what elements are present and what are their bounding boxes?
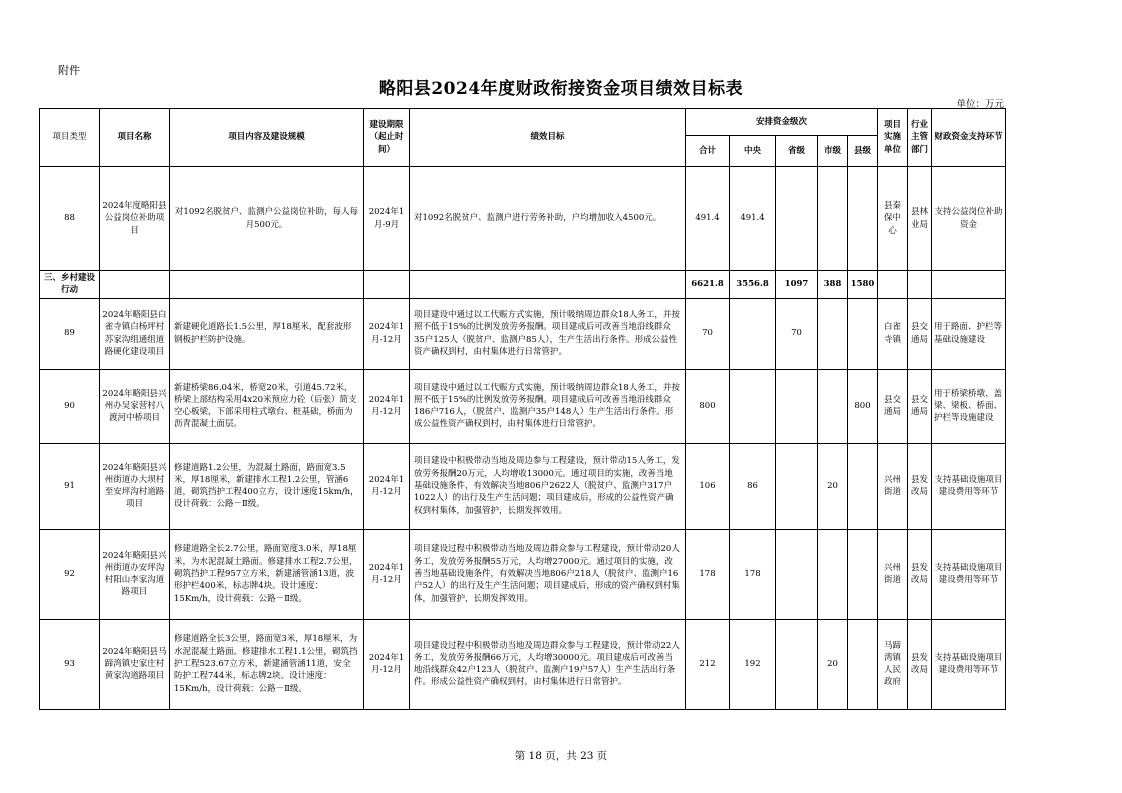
row-county: 800 (848, 369, 878, 443)
table-row (40, 298, 1006, 369)
row-central: 178 (730, 529, 776, 619)
section-label: 三、乡村建设行动 (40, 271, 100, 299)
row-no: 91 (40, 443, 100, 529)
header-county: 县级 (848, 136, 878, 167)
table-row (40, 167, 1006, 271)
row-name: 2024年度略阳县公益岗位补助项目 (100, 167, 170, 271)
row-dept: 县发改局 (908, 619, 932, 709)
unit-label: 单位：万元 (956, 99, 1004, 110)
row-goal: 项目建设中通过以工代赈方式实施，预计吸纳周边群众18人务工，并按照不低于15%的比例发放劳务报酬。项目建成后可改善当地沿线群众186户716人，（脱贫户、监测户35户148人）生产生活出行条件。形成公益性资产确权到村，由村集体进行日常管护。 (410, 369, 686, 443)
row-province (776, 369, 818, 443)
row-goal: 项目建设过程中积极带动当地及周边群众参与工程建设，预计带动22人务工，发放劳务报酬66万元，人均增30000元。项目建成后可改善当地沿线群众42户123人（脱贫户、监测户19户57人）生产生活出行条件。形成公益性资产确权到村，由村集体进行日常管护。 (410, 619, 686, 709)
header-total: 合计 (686, 136, 730, 167)
section-province: 1097 (776, 271, 818, 299)
row-county (848, 529, 878, 619)
row-province (776, 167, 818, 271)
page-footer: 第 18 页，共 23 页 (514, 750, 608, 762)
page-title: 略阳县2024年度财政衔接资金项目绩效目标表 (378, 79, 744, 99)
row-dept: 县发改局 (908, 529, 932, 619)
row-dept: 县交通局 (908, 298, 932, 369)
row-county (848, 298, 878, 369)
row-central: 491.4 (730, 167, 776, 271)
row-no: 92 (40, 529, 100, 619)
section-county: 1580 (848, 271, 878, 299)
row-city (818, 529, 848, 619)
row-goal: 对1092名脱贫户、监测户进行劳务补助，户均增加收入4500元。 (410, 167, 686, 271)
table-row (40, 443, 1006, 529)
table-row (40, 369, 1006, 443)
section-city: 388 (818, 271, 848, 299)
row-link: 用于桥梁桥墩、盖梁、梁板、桥面、护栏等设施建设 (932, 369, 1006, 443)
section-row (40, 271, 1006, 299)
row-content: 新建硬化道路长1.5公里，厚18厘米，配套波形钢板护栏防护设施。 (170, 298, 364, 369)
header-city: 市级 (818, 136, 848, 167)
row-unit: 白雀寺镇 (878, 298, 908, 369)
header-province: 省级 (776, 136, 818, 167)
row-period: 2024年1月-12月 (364, 619, 410, 709)
row-province (776, 443, 818, 529)
row-period: 2024年1月-12月 (364, 443, 410, 529)
row-content: 新建桥梁86.04米，桥宽20米，引道45.72米，桥梁上部结构采用4x20米预应力砼（后张）简支空心板梁，下部采用柱式墩台、桩基础，桥面为沥青混凝土面层。 (170, 369, 364, 443)
header-funds: 安排资金级次 (686, 109, 878, 136)
row-goal: 项目建设中积极带动当地及周边参与工程建设，预计带动15人务工，发放劳务报酬20万元，人均增收13000元。通过项目的实施，改善当地基础设施条件，有效解决当地806户2622人（脱贫户、监测户317户1022人）的出行及生产生活问题；项目建成后，形成的公益性资产确权到村集体，加强管护，长期发挥效用。 (410, 443, 686, 529)
header-content: 项目内容及建设规模 (170, 109, 364, 167)
header-link: 财政资金支持环节 (932, 109, 1006, 167)
row-city (818, 167, 848, 271)
header-unit: 项目实施单位 (878, 109, 908, 167)
row-unit: 马蹄湾镇人民政府 (878, 619, 908, 709)
row-total: 70 (686, 298, 730, 369)
row-central: 192 (730, 619, 776, 709)
table-row (40, 619, 1006, 709)
row-unit: 县秦保中心 (878, 167, 908, 271)
row-link: 支持公益岗位补助资金 (932, 167, 1006, 271)
row-link: 支持基础设施项目建设费用等环节 (932, 443, 1006, 529)
row-period: 2024年1月-12月 (364, 298, 410, 369)
row-central (730, 298, 776, 369)
row-period: 2024年1月-9月 (364, 167, 410, 271)
row-content: 修建道路1.2公里，为混凝土路面，路面宽3.5米，厚18厘米，新建排水工程1.2公里，管涵6道，砌筑挡护工程400立方，设计速度15km/h，设计荷载：公路－Ⅱ级。 (170, 443, 364, 529)
row-name: 2024年略阳县白雀寺镇白杨坪村苏家沟组通组道路硬化建设项目 (100, 298, 170, 369)
header-central: 中央 (730, 136, 776, 167)
row-city (818, 298, 848, 369)
header-type: 项目类型 (40, 109, 100, 167)
row-no: 88 (40, 167, 100, 271)
row-name: 2024年略阳县马蹄湾镇史家庄村黄家沟道路项目 (100, 619, 170, 709)
row-period: 2024年1月-12月 (364, 369, 410, 443)
row-province (776, 619, 818, 709)
row-city: 20 (818, 619, 848, 709)
row-content: 修建道路全长3公里，路面宽3米，厚18厘米，为水泥混凝土路面。修建排水工程1.1公里，砌筑挡护工程523.67立方米，新建涵管涵11道，安全防护工程744米，标志牌2块。设计速度：15Km/h，设计荷载：公路－Ⅱ级。 (170, 619, 364, 709)
performance-table (39, 108, 1006, 710)
section-total: 6621.8 (686, 271, 730, 299)
row-period: 2024年1月-12月 (364, 529, 410, 619)
header-period: 建设期限（起止时间） (364, 109, 410, 167)
row-link: 用于路面、护栏等基础设施建设 (932, 298, 1006, 369)
row-county (848, 443, 878, 529)
row-name: 2024年略阳县兴州街道办安坪沟村阳山李家沟道路项目 (100, 529, 170, 619)
header-goal: 绩效目标 (410, 109, 686, 167)
row-province (776, 529, 818, 619)
row-province: 70 (776, 298, 818, 369)
annex-label: 附件 (58, 64, 80, 77)
row-content: 对1092名脱贫户、监测户公益岗位补助，每人每月500元。 (170, 167, 364, 271)
row-link: 支持基础设施项目建设费用等环节 (932, 619, 1006, 709)
row-unit: 兴州街道 (878, 529, 908, 619)
row-central: 86 (730, 443, 776, 529)
row-total: 178 (686, 529, 730, 619)
row-county (848, 619, 878, 709)
row-total: 491.4 (686, 167, 730, 271)
row-total: 106 (686, 443, 730, 529)
row-dept: 县交通局 (908, 369, 932, 443)
section-central: 3556.8 (730, 271, 776, 299)
row-city (818, 369, 848, 443)
row-no: 93 (40, 619, 100, 709)
row-total: 800 (686, 369, 730, 443)
row-central (730, 369, 776, 443)
row-goal: 项目建设中通过以工代赈方式实施，预计吸纳周边群众18人务工，并按照不低于15%的比例发放劳务报酬。项目建成后可改善当地沿线群众35户125人（脱贫户、监测户85人），生产生活出行条件。形成公益性资产确权到村，由村集体进行日常管护。 (410, 298, 686, 369)
row-no: 89 (40, 298, 100, 369)
row-dept: 县林业局 (908, 167, 932, 271)
row-goal: 项目建设过程中积极带动当地及周边群众参与工程建设，预计带动20人务工，发放劳务报酬55万元，人均增27000元。通过项目的实施，改善当地基础设施条件，有效解决当地806户218人（脱贫户、监测户16户52人）的出行及生产生活问题；项目建成后，形成的资产确权到村集体，加强管护，长期发挥效用。 (410, 529, 686, 619)
header-name: 项目名称 (100, 109, 170, 167)
row-name: 2024年略阳县兴州街道办大坝村至安坪沟村道路项目 (100, 443, 170, 529)
table-row (40, 529, 1006, 619)
header-dept: 行业主管部门 (908, 109, 932, 167)
row-city: 20 (818, 443, 848, 529)
row-unit: 兴州街道 (878, 443, 908, 529)
row-name: 2024年略阳县兴州办吴家营村八渡河中桥项目 (100, 369, 170, 443)
row-total: 212 (686, 619, 730, 709)
row-dept: 县发改局 (908, 443, 932, 529)
row-link: 支持基础设施项目建设费用等环节 (932, 529, 1006, 619)
row-county (848, 167, 878, 271)
row-unit: 县交通局 (878, 369, 908, 443)
row-no: 90 (40, 369, 100, 443)
row-content: 修建道路全长2.7公里，路面宽度3.0米，厚18厘米，为水泥混凝土路面。修建排水工程2.7公里，砌筑挡护工程957立方米，新建涵管涵13道，波形护栏400米，标志牌4块。设计速度：15Km/h，设计荷载：公路－Ⅱ级。 (170, 529, 364, 619)
